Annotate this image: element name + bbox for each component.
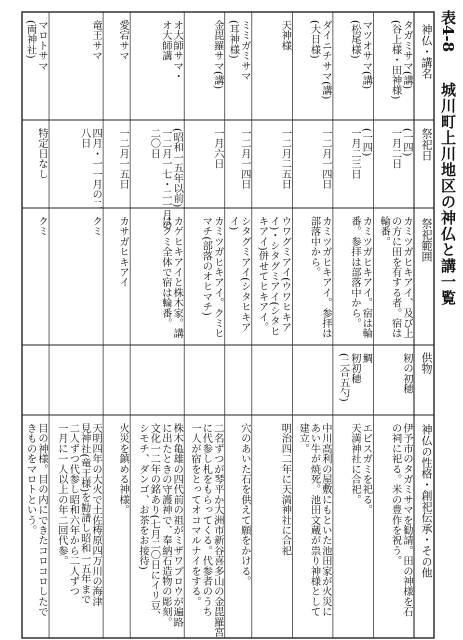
cell-name-line: オ大師サマ・ (171, 20, 183, 82)
cell-scope-line: の方に田を有する者。宿は (389, 216, 401, 339)
cell-note-line: 明治四二年に天満神社に合祀 (279, 423, 291, 556)
cell-scope-line: 輪番。 (378, 216, 390, 247)
cell-note-line: 目の神様。目の内にできたコロコロしたで (36, 423, 47, 617)
cell-scope-line: カミツガヒキアイ。クミヒ (211, 216, 223, 339)
table-title: 城川町上川地区の神仏と講一覧 (439, 82, 457, 306)
cell-name-line: (耳神様) (227, 20, 239, 59)
cell-name-line: (谷上様・田神様) (389, 20, 401, 100)
cell-date-line: 一二月二五日 (279, 128, 291, 190)
cell-scope-line: カゲヒキアイと株木家。講 (171, 216, 183, 339)
cell-note-line: あい牛が焼死。池田文蔵が祟り神様として (308, 423, 320, 617)
cell-scope-line: イ) (227, 216, 239, 231)
cell-date-line: 一月二三日 (349, 128, 360, 179)
cell-scope-line: ウワグミアイ(ウワヒキア (279, 216, 291, 333)
cell-date-line: 一二月一四日 (238, 128, 250, 190)
cell-note-line: 建立。 (297, 423, 309, 454)
cell-note-line: 天明四年の大火で土佐梼原四万川の海津 (90, 423, 102, 607)
cell-date-line: 二〇日 (148, 128, 160, 159)
cell-note-line: エビスガミを祀る。 (360, 423, 372, 515)
cell-date-line: (一四) (401, 128, 412, 157)
cell-offering-line: 籾初穂 (349, 353, 360, 384)
cell-note-line: きものをマロトという。 (24, 423, 36, 536)
cell-name-line: ダイニチサマ(講) (319, 20, 331, 100)
header-scope: 祭祀範囲 (420, 218, 433, 262)
cell-scope-line: カミツガヒキアイ、及び上 (401, 216, 412, 339)
cell-scope-line: 部落中から。 (308, 216, 320, 278)
cell-note-line: 株木亀雄の四代前の祖がミザワブロウが遍路 (171, 423, 183, 627)
cell-date-line: 一二月一四日 (319, 128, 331, 190)
cell-note-line: 文化一二年の銘あり(七月二〇日にイリ豆、 (148, 423, 160, 621)
cell-date-line: 八日 (78, 128, 90, 149)
cell-scope-line: はクミ全体で宿は輪番。 (159, 216, 171, 329)
cell-offering-line: 籾の初穂 (401, 353, 412, 394)
cell-scope-line: シタグミアイ(シタヒキア (238, 216, 250, 333)
cell-date-line: 四月・一一月の二 (90, 128, 102, 210)
cell-date-line: 特定日なし (36, 128, 47, 179)
cell-note-line: の祠に祀る。米の豊作を祝う。 (389, 423, 401, 566)
cell-name-line: (両神社) (24, 20, 36, 59)
header-offering: 供物 (420, 352, 433, 374)
cell-name-line: (大日様) (308, 20, 320, 59)
cell-name-line: ミミガミサマ (238, 20, 250, 82)
cell-scope-line: クミ (90, 216, 102, 237)
cell-offering-line: (二合五勺) (337, 353, 349, 402)
header-date: 祭祀日 (420, 128, 433, 161)
cell-scope-line: カミツガヒキアイ。参拝は (319, 216, 331, 339)
header-name: 神仏・講名 (420, 24, 433, 79)
cell-scope-line: カミツガヒキアイ。宿は輪 (360, 216, 372, 339)
cell-note-line: に代参し札をもらってくる。代参者のうち (200, 423, 212, 617)
cell-note-line: 見神社(竜王様)を勧請し昭和一五年まで (78, 423, 90, 605)
cell-date-line: 一二月一五日 (117, 128, 129, 190)
cell-date-line: (昭和一五年以前) (171, 128, 183, 208)
cell-note-line: 伊予市のタガミサマを勧請。田の神様を石 (401, 423, 412, 617)
cell-scope-line: カサガヒキアイ (117, 216, 129, 288)
cell-note-line: 二人ずつ代参し昭和六年から二人ずつ (67, 423, 79, 597)
cell-scope-line: 番。参拝は部落中から。 (349, 216, 360, 329)
cell-note-line: シモチ、ダンゴ、お茶をお接待) (137, 423, 148, 570)
cell-offering-line: 鯛 (360, 353, 372, 364)
cell-date-line: 一二月一七・二一月の (159, 128, 171, 230)
cell-date-line: 一月六日 (211, 128, 223, 169)
cell-scope-line: イ)・シタグミアイ(シタヒ (267, 216, 279, 337)
cell-note-line: 中川高利の屋敷にもといた池田家が火災に (319, 423, 331, 617)
cell-date-line: 一月二日 (389, 128, 401, 169)
cell-scope-line: キアイ)併せてヒキアイ。 (256, 216, 268, 333)
cell-note-line: 一人が宿をとってオコマルナイをする。 (189, 423, 200, 607)
header-note: 神仏の性格・創祀伝承・その他 (420, 424, 433, 578)
cell-note-line: に出たときの守護神で、奉納石造物の彫刻。 (159, 423, 171, 627)
cell-scope-line: マチ(部落のオヒマチ) (200, 216, 212, 316)
cell-name-line: タガミサマ(講) (401, 20, 412, 90)
cell-note-line: 天満神社に合祀。 (349, 423, 360, 505)
cell-name-line: マツオサマ(講) (360, 20, 372, 90)
cell-name-line: 天神様 (279, 20, 291, 51)
cell-date-line: (一四) (360, 128, 372, 157)
cell-name-line: 愛宕サマ (117, 20, 129, 61)
cell-scope-line: クミ (36, 216, 47, 237)
cell-name-line: マロトサマ (36, 20, 47, 71)
cell-note-line: 二名ずつが琴平か大洲市新谷喜多山の金毘羅宮 (211, 423, 223, 638)
cell-name-line: 竜王サマ (90, 20, 102, 61)
cell-note-line: 火災を鎮める神様。 (117, 423, 129, 515)
cell-name-line: オ大師講 (159, 20, 171, 61)
cell-note-line: 穴のあいた石を供えて願をかける。 (238, 423, 250, 587)
cell-name-line: 金毘羅サマ(講) (211, 20, 223, 90)
cell-name-line: (松尾様) (349, 20, 360, 59)
cell-note-line: 一月に一人以上の年二回代参。 (55, 423, 67, 566)
table-number: 表4-8 (439, 10, 457, 53)
